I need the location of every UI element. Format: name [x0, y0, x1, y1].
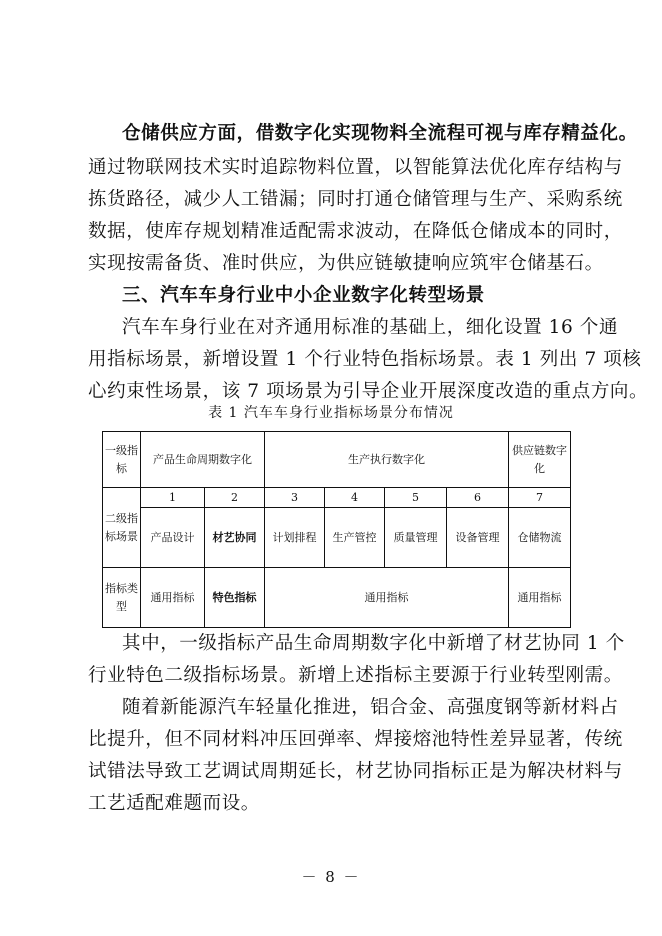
scene-production-control: 生产管控 — [325, 508, 385, 568]
after-table-line-1: 其中，一级指标产品生命周期数字化中新增了材艺协同 1 个 — [122, 633, 625, 654]
closing-line-1: 随着新能源汽车轻量化推进，铝合金、高强度钢等新材料占 — [122, 697, 619, 718]
intro-line-2: 用指标场景，新增设置 1 个行业特色指标场景。表 1 列出 7 项核 — [88, 349, 642, 370]
col-number: 2 — [205, 488, 265, 508]
table-row-scenes — [103, 508, 571, 568]
table-caption: 表 1 汽车车身行业指标场景分布情况 — [208, 405, 454, 421]
col-number: 4 — [325, 488, 385, 508]
type-label: 指标类型 — [103, 568, 141, 628]
table-row-numbers — [103, 488, 571, 508]
group-supply-chain: 供应链数字化 — [509, 432, 571, 488]
type-general: 通用指标 — [141, 568, 205, 628]
warehouse-line-3: 数据，使库存规划精准适配需求波动，在降低仓储成本的同时， — [88, 221, 623, 242]
scene-equipment: 设备管理 — [447, 508, 509, 568]
closing-line-2: 比提升，但不同材料冲压回弹率、焊接熔池特性差异显著，传统 — [88, 729, 623, 750]
level1-label: 一级指标 — [103, 432, 141, 488]
col-number: 1 — [141, 488, 205, 508]
group-production-execution: 生产执行数字化 — [265, 432, 509, 488]
type-general: 通用指标 — [509, 568, 571, 628]
after-table-line-2: 行业特色二级指标场景。新增上述指标主要源于行业转型刚需。 — [88, 665, 623, 686]
intro-line-3: 心约束性场景，该 7 项场景为引导企业开展深度改造的重点方向。 — [88, 381, 649, 402]
closing-line-3: 试错法导致工艺调试周期延长，材艺协同指标正是为解决材料与 — [88, 761, 623, 782]
col-number: 6 — [447, 488, 509, 508]
type-featured: 特色指标 — [205, 568, 265, 628]
warehouse-line-1: 通过物联网技术实时追踪物料位置，以智能算法优化库存结构与 — [88, 157, 623, 178]
warehouse-heading: 仓储供应方面，借数字化实现物料全流程可视与库存精益化。 — [122, 123, 638, 144]
scene-product-design: 产品设计 — [141, 508, 205, 568]
closing-line-4: 工艺适配难题而设。 — [88, 793, 260, 814]
group-product-lifecycle: 产品生命周期数字化 — [141, 432, 265, 488]
scene-planning: 计划排程 — [265, 508, 325, 568]
col-number: 5 — [385, 488, 447, 508]
section-heading: 三、汽车车身行业中小企业数字化转型场景 — [122, 285, 485, 306]
warehouse-line-2: 拣货路径，减少人工错漏；同时打通仓储管理与生产、采购系统 — [88, 189, 623, 210]
col-number: 7 — [509, 488, 571, 508]
indicator-table — [102, 431, 571, 628]
intro-line-1: 汽车车身行业在对齐通用标准的基础上，细化设置 16 个通 — [122, 317, 619, 338]
page-number: － 8 － — [301, 868, 361, 886]
scene-quality: 质量管理 — [385, 508, 447, 568]
warehouse-line-4: 实现按需备货、准时供应，为供应链敏捷响应筑牢仓储基石。 — [88, 253, 604, 274]
scene-warehouse: 仓储物流 — [509, 508, 571, 568]
table-row-type — [103, 568, 571, 628]
col-number: 3 — [265, 488, 325, 508]
type-general-merged: 通用指标 — [265, 568, 509, 628]
table-row-level1 — [103, 432, 571, 488]
level2-label: 二级指标场景 — [103, 488, 141, 568]
scene-material-process: 材艺协同 — [205, 508, 265, 568]
